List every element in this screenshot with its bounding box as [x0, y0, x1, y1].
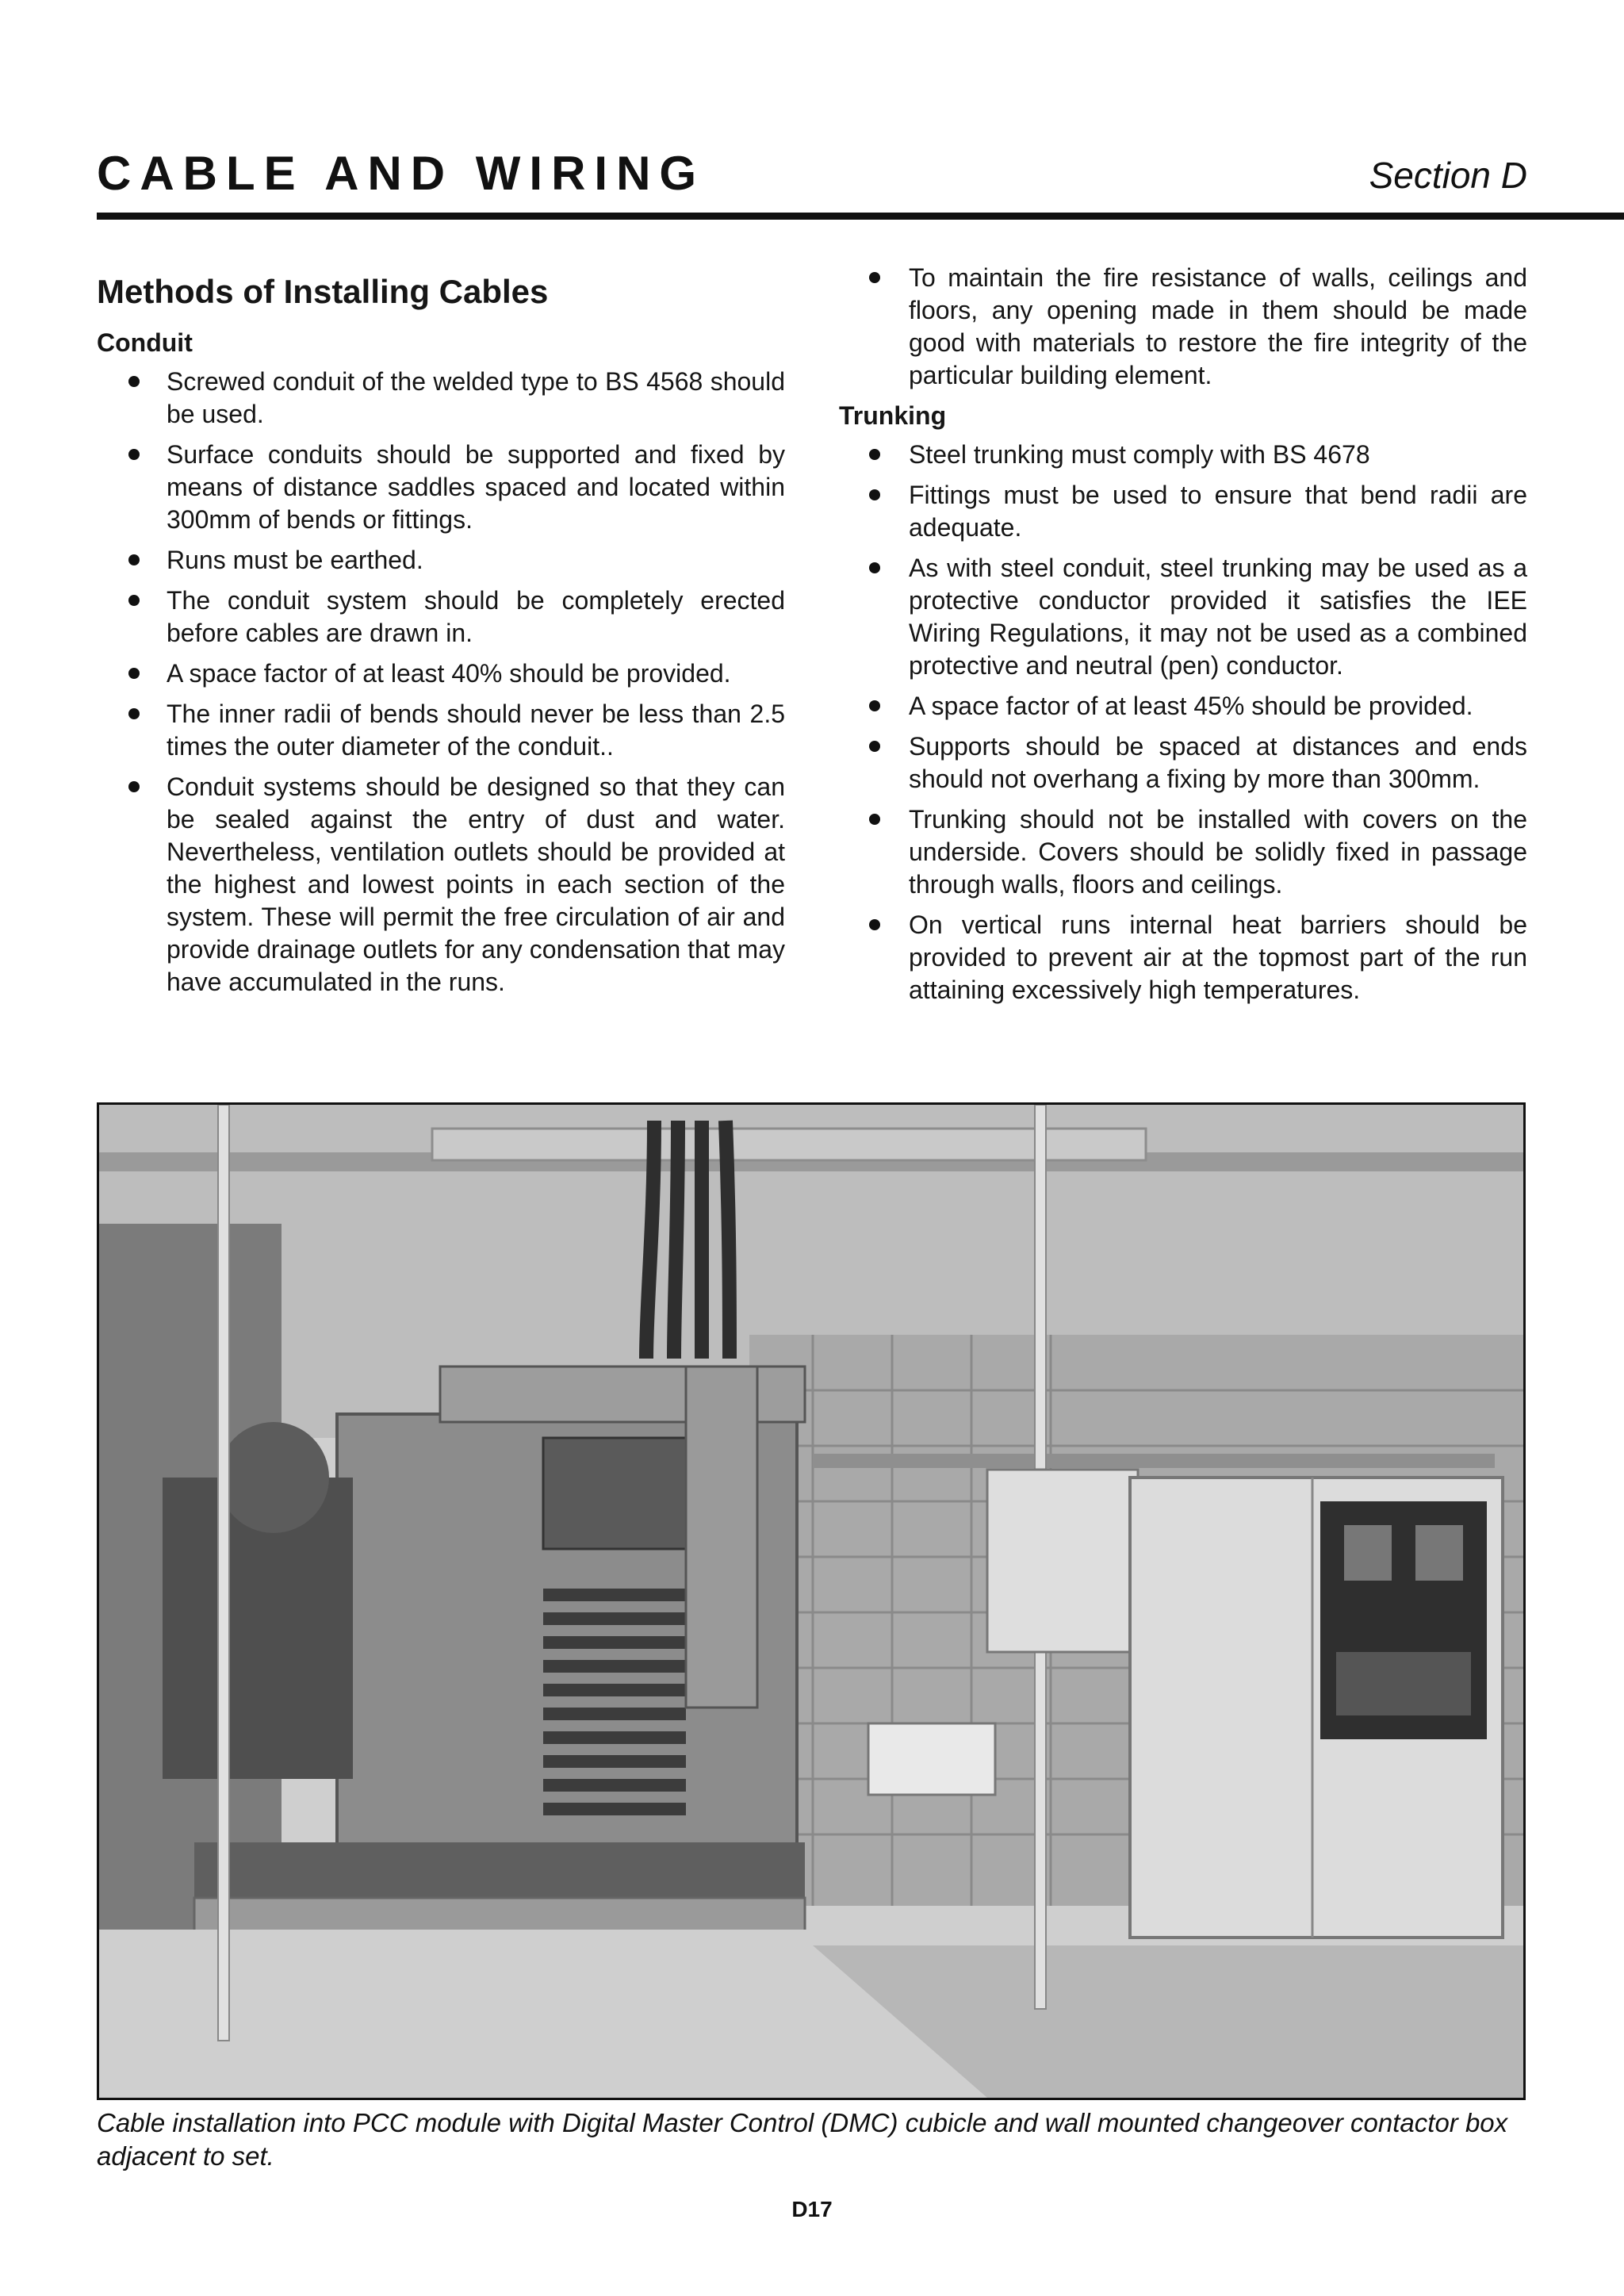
list-item: Surface conduits should be supported and fixed by means of distance saddles spaced and located within 300mm of bends or fittings.	[97, 439, 785, 536]
list-item: The conduit system should be completely erected before cables are drawn in.	[97, 585, 785, 650]
bullet-icon	[869, 489, 880, 500]
bullet-icon	[128, 668, 140, 679]
list-item: A space factor of at least 40% should be provided.	[97, 657, 785, 690]
conduit-list	[97, 366, 785, 999]
header-rule	[97, 213, 1624, 220]
list-item: Runs must be earthed.	[97, 544, 785, 577]
list-item: Trunking should not be installed with covers on the underside. Covers should be solidly fixed in passage through walls, floors and ceilings.	[839, 803, 1527, 901]
bullet-icon	[128, 376, 140, 387]
bullet-icon	[869, 272, 880, 283]
bullet-icon	[128, 595, 140, 606]
list-item: On vertical runs internal heat barriers should be provided to prevent air at the topmost part of the run attaining excessively high temperatures.	[839, 909, 1527, 1006]
bullet-icon	[128, 449, 140, 460]
list-item: To maintain the fire resistance of walls, ceilings and floors, any opening made in them should be made good with materials to restore the fire integrity of the particular building element.	[839, 262, 1527, 392]
installation-photo	[97, 1102, 1526, 2100]
bullet-icon	[869, 814, 880, 825]
list-item: Steel trunking must comply with BS 4678	[839, 439, 1527, 471]
bullet-icon	[128, 781, 140, 792]
trunking-subheading: Trunking	[839, 401, 947, 430]
list-item: A space factor of at least 45% should be provided.	[839, 690, 1527, 723]
trunking-list	[839, 439, 1527, 1006]
left-column	[97, 262, 785, 1006]
conduit-subheading: Conduit	[97, 328, 193, 357]
bullet-icon	[128, 708, 140, 719]
list-item: The inner radii of bends should never be less than 2.5 times the outer diameter of the conduit..	[97, 698, 785, 763]
page-title: CABLE AND WIRING	[97, 147, 706, 200]
section-label: Section D	[1369, 155, 1527, 196]
bullet-icon	[869, 449, 880, 460]
list-item: Supports should be spaced at distances and ends should not overhang a fixing by more than 300mm.	[839, 730, 1527, 795]
figure-caption: Cable installation into PCC module with Digital Master Control (DMC) cubicle and wall mounted changeover contactor box adjacent to set.	[97, 2108, 1508, 2171]
list-item: Conduit systems should be designed so that they can be sealed against the entry of dust and water. Nevertheless, ventilation outlets should be provided at the highest and lowest points in each section of the system. These will permit the free circulation of air and provide drainage outlets for any condensation that may have accumulated in the runs.	[97, 771, 785, 999]
generator-room-illustration	[99, 1105, 1523, 2098]
bullet-icon	[869, 700, 880, 711]
bullet-icon	[869, 562, 880, 573]
bullet-icon	[869, 741, 880, 752]
fire-resistance-list	[839, 262, 1527, 392]
list-item: Screwed conduit of the welded type to BS 4568 should be used.	[97, 366, 785, 431]
page-number: D17	[791, 2197, 833, 2221]
page-header	[97, 141, 1624, 220]
list-item: Fittings must be used to ensure that bend radii are adequate.	[839, 479, 1527, 544]
methods-heading: Methods of Installing Cables	[97, 273, 549, 310]
right-column	[839, 262, 1527, 1014]
list-item: As with steel conduit, steel trunking may be used as a protective conductor provided it satisfies the IEE Wiring Regulations, it may not be used as a combined protective and neutral (pen) conductor.	[839, 552, 1527, 682]
bullet-icon	[128, 554, 140, 565]
bullet-icon	[869, 919, 880, 930]
